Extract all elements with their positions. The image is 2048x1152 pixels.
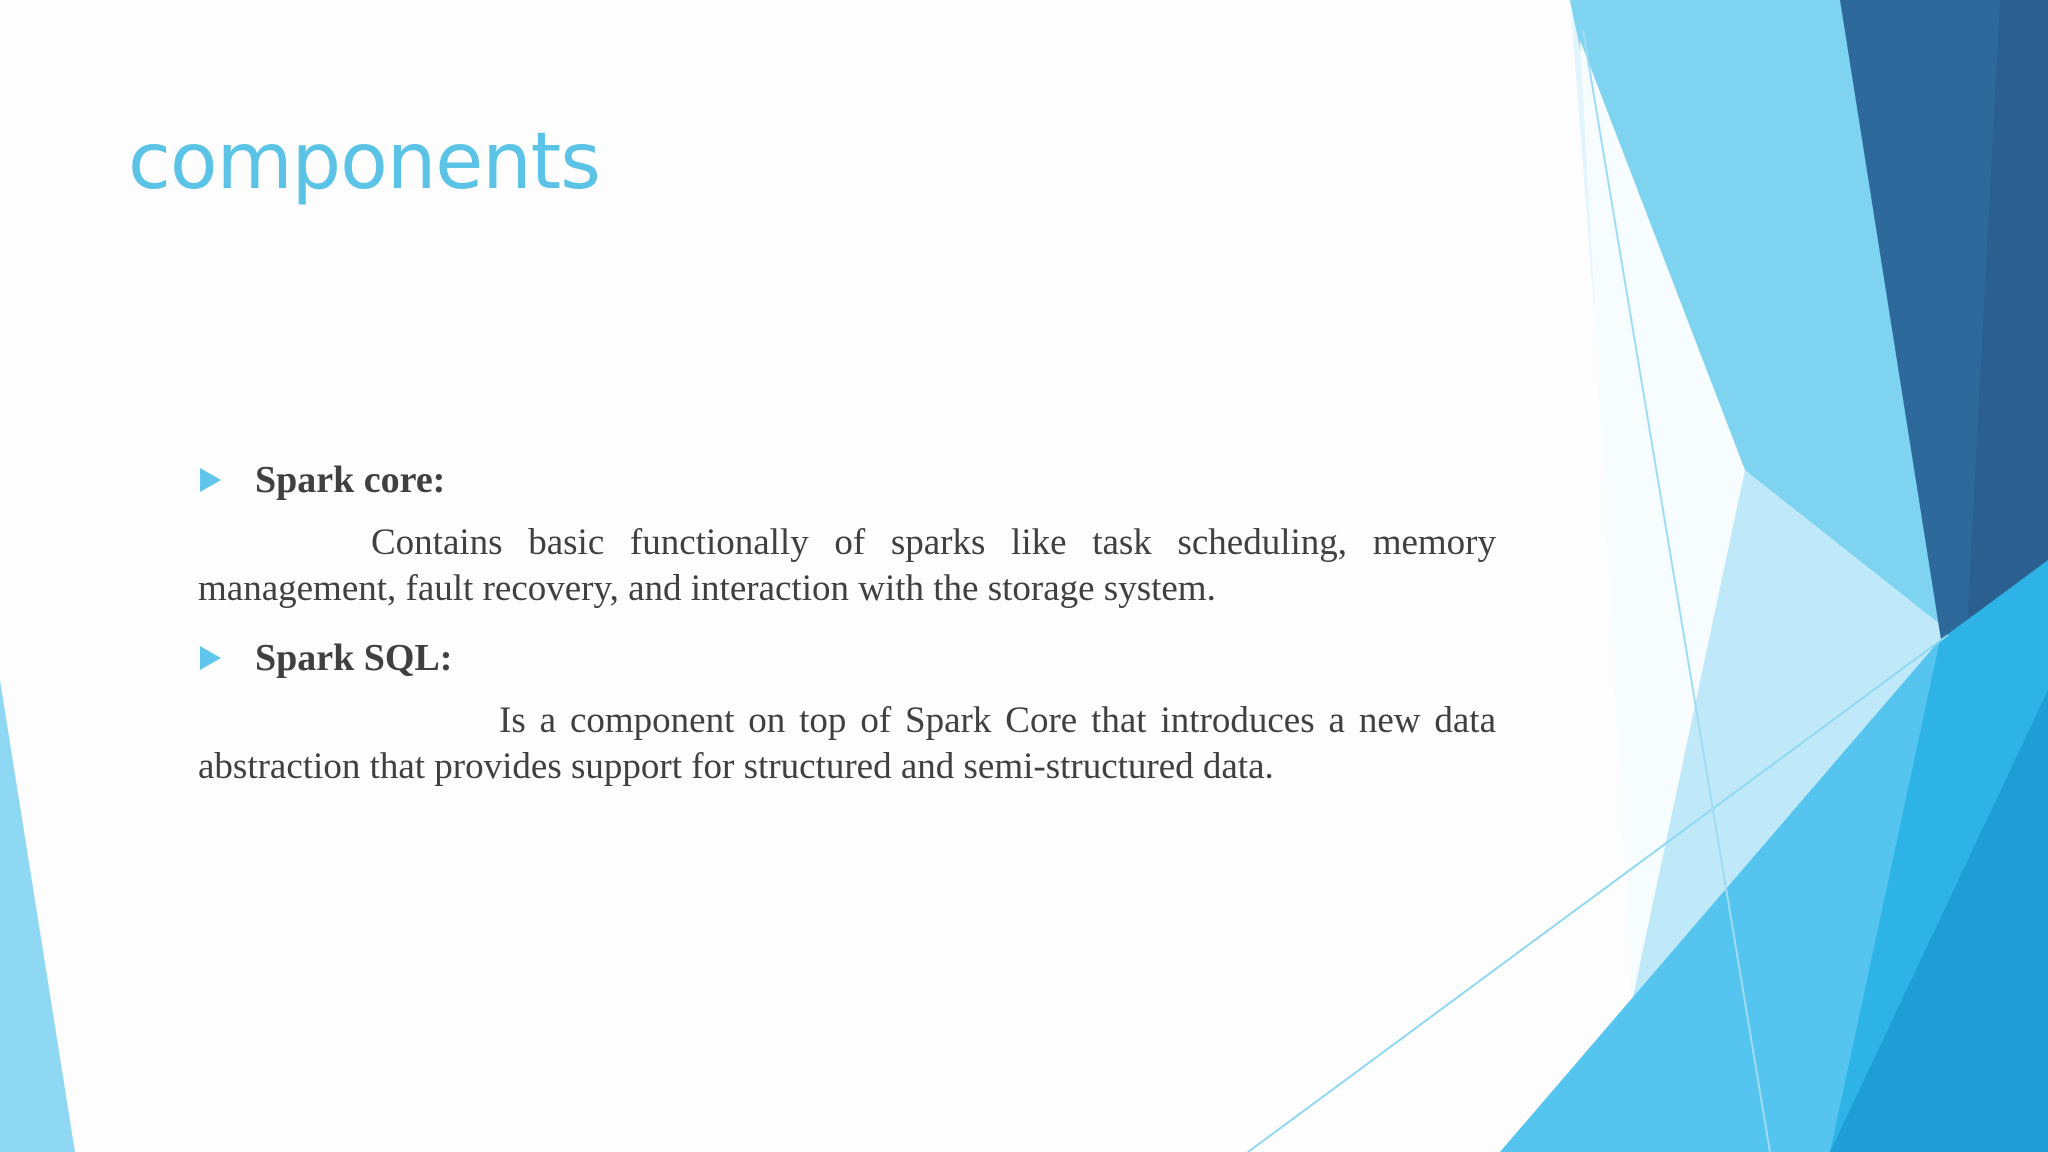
bullet-list [198,456,1496,812]
bullet-description: Contains basic functionally of sparks like task scheduling, memory management, fault recovery, and interaction with the storage system. [198,522,1496,609]
bullet-heading: Spark core: [255,459,446,501]
bullet-item-spark-sql [198,634,1496,682]
left-edge-shape [0,680,75,1152]
bullet-heading: Spark SQL: [255,637,453,679]
triangle-bullet-icon [200,646,221,670]
bullet-description: Is a component on top of Spark Core that introduces a new data abstraction that provides support for structured and semi-structured data. [198,700,1496,787]
bullet-item-spark-core [198,456,1496,504]
triangle-bullet-icon [200,468,221,492]
page-title: components [128,117,600,207]
